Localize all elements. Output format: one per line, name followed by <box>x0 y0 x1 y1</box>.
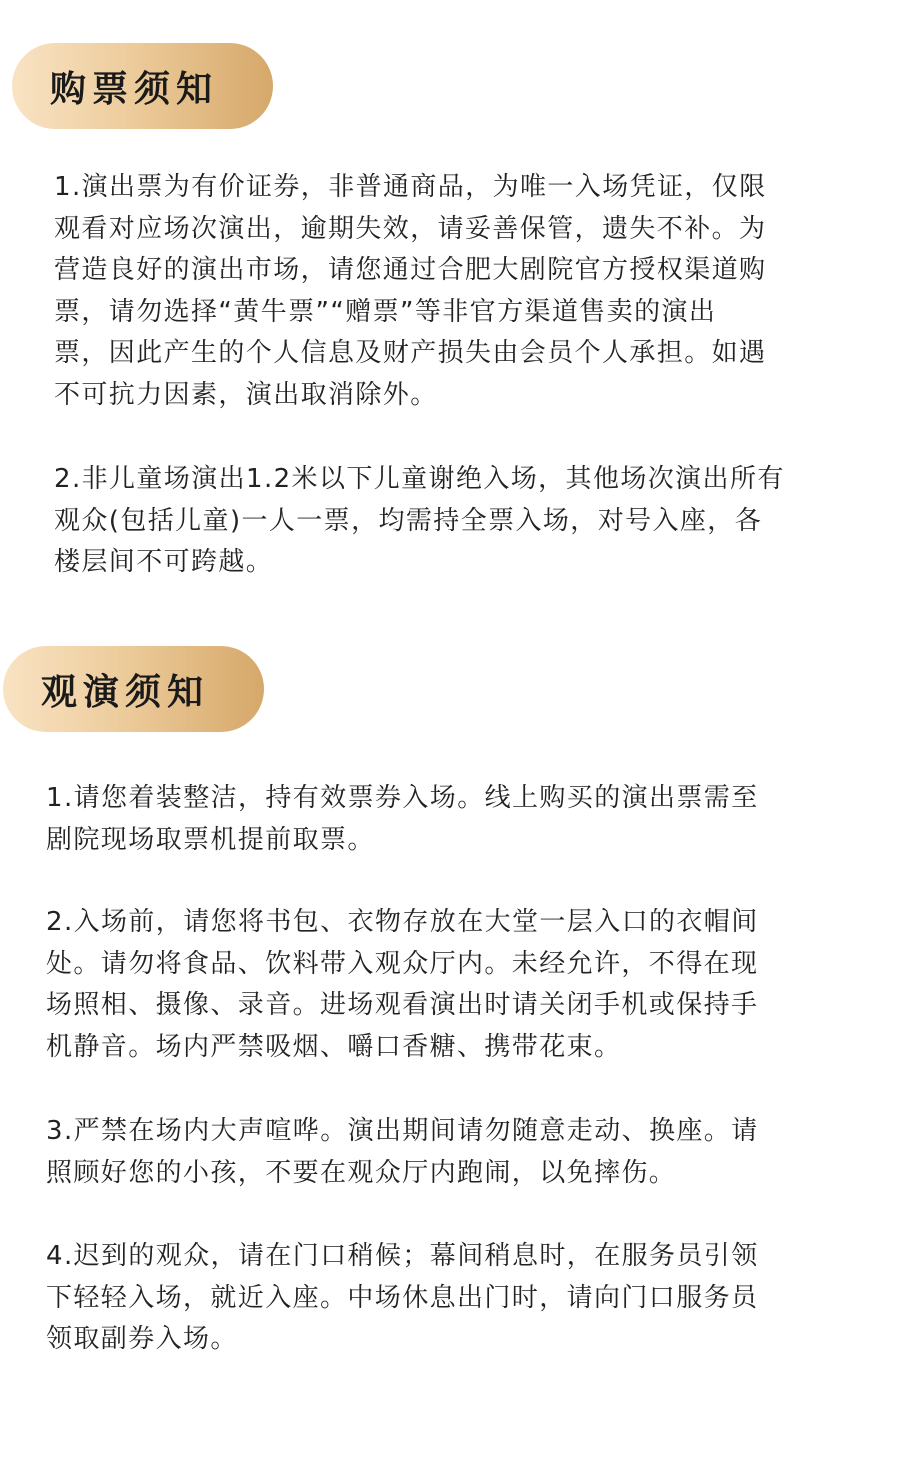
text-line: 4.迟到的观众，请在门口稍候；幕间稍息时，在服务员引领 <box>46 1241 759 1271</box>
text-line: 机静音。场内严禁吸烟、嚼口香糖、携带花束。 <box>46 1031 622 1062</box>
ticket-notice-item-1 <box>54 167 767 416</box>
text-line: 不可抗力因素，演出取消除外。 <box>54 379 438 410</box>
text-line: 剧院现场取票机提前取票。 <box>46 824 375 855</box>
viewing-notice-item-4 <box>46 1236 759 1361</box>
text-line: 营造良好的演出市场，请您通过合肥大剧院官方授权渠道购 <box>54 255 767 285</box>
ticket-notice-title: 购票须知 <box>50 68 219 110</box>
viewing-notice-item-3 <box>46 1111 759 1194</box>
text-line: 领取副券入场。 <box>46 1324 238 1354</box>
text-line: 票，因此产生的个人信息及财产损失由会员个人承担。如遇 <box>54 338 767 368</box>
text-line: 票，请勿选择“黄牛票”“赠票”等非官方渠道售卖的演出 <box>54 296 717 327</box>
ticket-notice-item-2 <box>54 459 785 584</box>
text-line: 处。请勿将食品、饮料带入观众厅内。未经允许，不得在现 <box>46 948 759 979</box>
viewing-notice-title: 观演须知 <box>41 671 210 713</box>
text-line: 1.演出票为有价证券，非普通商品，为唯一入场凭证，仅限 <box>54 172 767 202</box>
text-line: 照顾好您的小孩，不要在观众厅内跑闹，以免摔伤。 <box>46 1157 677 1188</box>
text-line: 3.严禁在场内大声喧哗。演出期间请勿随意走动、换座。请 <box>46 1116 759 1146</box>
text-line: 2.非儿童场演出1.2米以下儿童谢绝入场，其他场次演出所有 <box>54 464 785 494</box>
viewing-notice-item-2 <box>46 902 759 1068</box>
text-line: 下轻轻入场，就近入座。中场休息出门时，请向门口服务员 <box>46 1282 759 1313</box>
text-line: 观众(包括儿童)一人一票，均需持全票入场，对号入座，各 <box>54 505 763 536</box>
text-line: 2.入场前，请您将书包、衣物存放在大堂一层入口的衣帽间 <box>46 907 759 937</box>
ticket-notice-header <box>12 43 273 129</box>
viewing-notice-header <box>3 646 264 732</box>
text-line: 1.请您着装整洁，持有效票券入场。线上购买的演出票需至 <box>46 783 759 813</box>
viewing-notice-item-1 <box>46 778 759 861</box>
text-line: 楼层间不可跨越。 <box>54 547 274 577</box>
text-line: 场照相、摄像、录音。进场观看演出时请关闭手机或保持手 <box>46 990 759 1020</box>
text-line: 观看对应场次演出，逾期失效，请妥善保管，遗失不补。为 <box>54 213 767 244</box>
